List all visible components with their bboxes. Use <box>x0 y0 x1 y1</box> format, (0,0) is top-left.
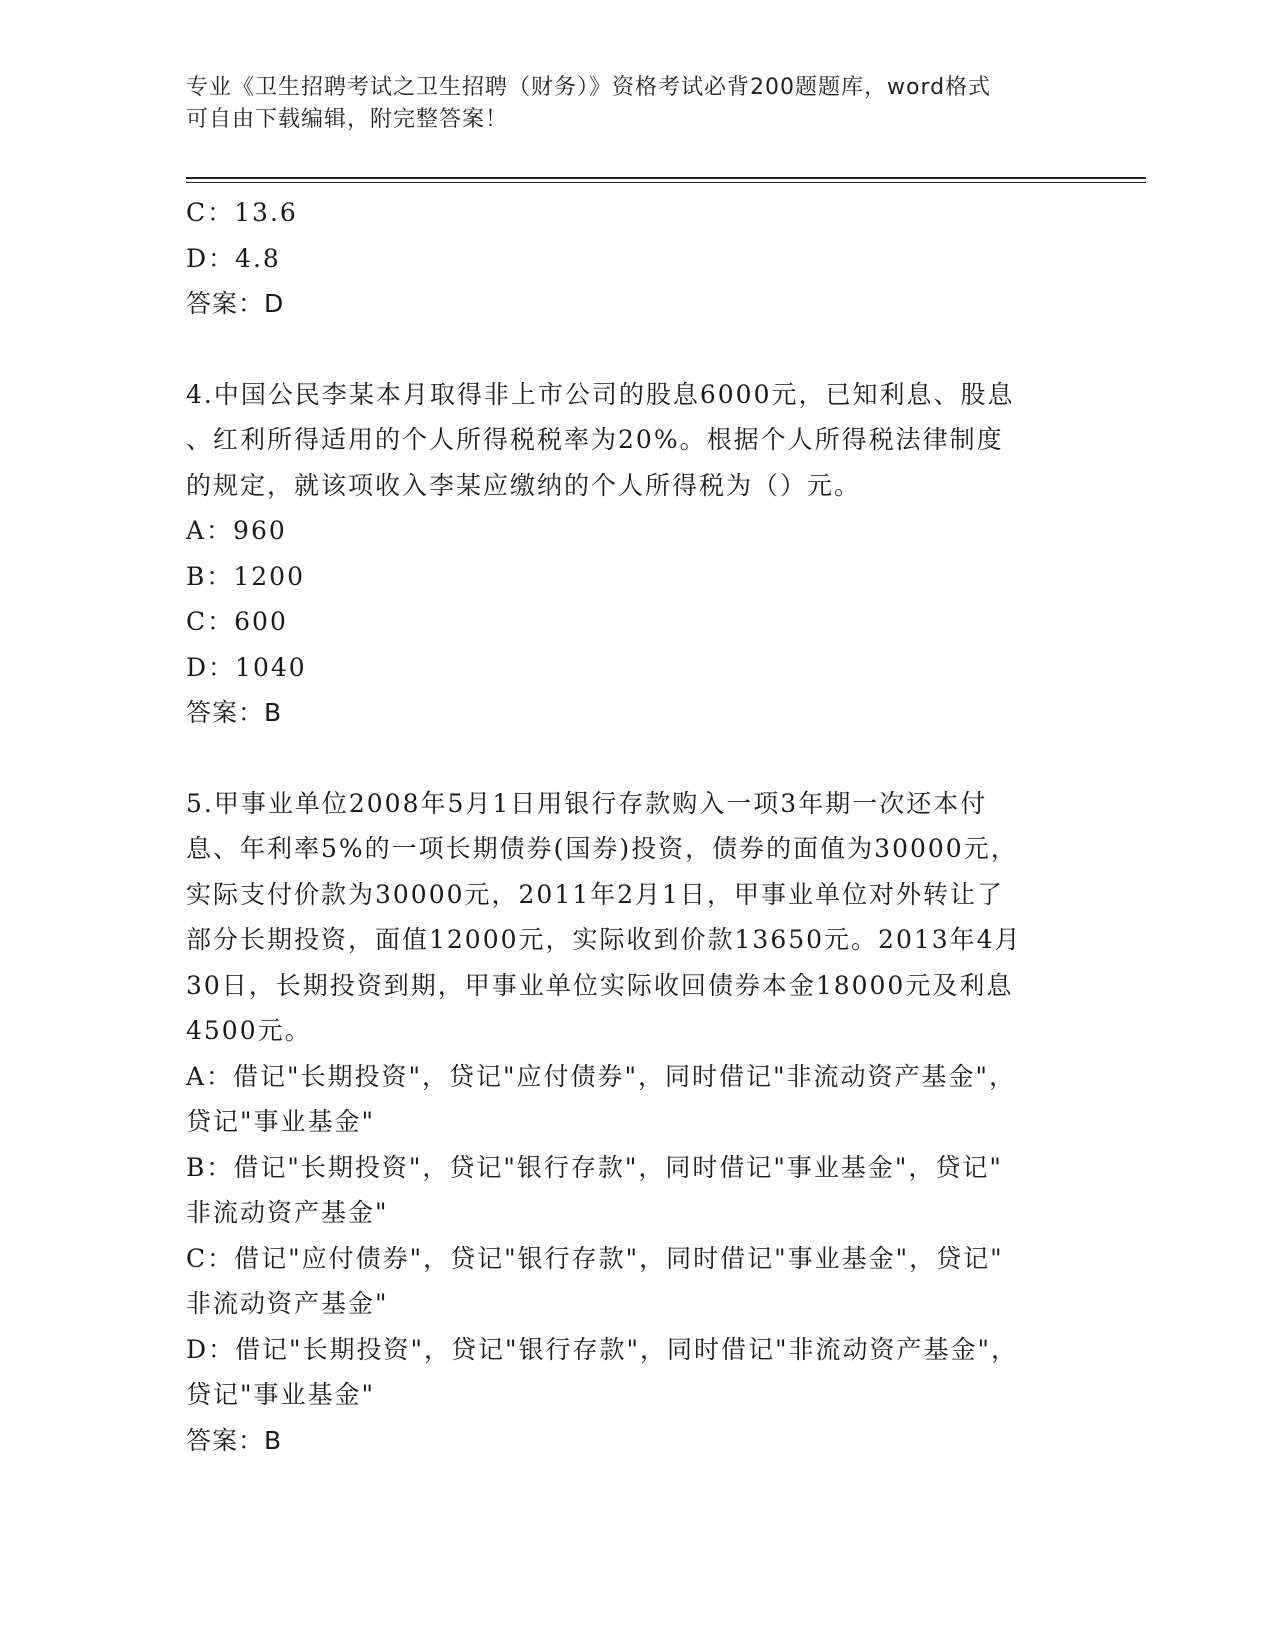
question-stem: 部分长期投资，面值12000元，实际收到价款13650元。2013年4月 <box>186 925 1022 954</box>
answer-line: 答案：D <box>186 289 285 318</box>
option-d: D：4.8 <box>186 243 281 273</box>
document-body <box>186 190 1066 1463</box>
question-3-tail <box>186 190 1066 327</box>
question-stem: 5.甲事业单位2008年5月1日用银行存款购入一项3年期一次还本付 <box>186 788 988 818</box>
spacer <box>186 736 1066 781</box>
question-5 <box>186 781 1066 1464</box>
header-divider-thick <box>186 177 1146 179</box>
option-b: B：1200 <box>186 561 305 591</box>
question-stem: 、红利所得适用的个人所得税税率为20%。根据个人所得税法律制度 <box>186 425 1004 454</box>
option-c: C：借记"应付债券"，贷记"银行存款"，同时借记"事业基金"，贷记" <box>186 1243 1004 1273</box>
option-a: A：借记"长期投资"，贷记"应付债券"，同时借记"非流动资产基金"， <box>186 1061 1017 1091</box>
option-d-continued: 贷记"事业基金" <box>186 1380 375 1409</box>
spacer <box>186 327 1066 372</box>
question-stem: 4500元。 <box>186 1016 312 1045</box>
option-d: D：1040 <box>186 652 307 682</box>
question-stem: 实际支付价款为30000元，2011年2月1日，甲事业单位对外转让了 <box>186 879 1004 909</box>
option-a-continued: 贷记"事业基金" <box>186 1107 375 1136</box>
option-c-continued: 非流动资产基金" <box>186 1289 389 1318</box>
option-c: C：13.6 <box>186 198 298 227</box>
question-stem: 30日，长期投资到期，甲事业单位实际收回债券本金18000元及利息 <box>186 970 1014 1000</box>
option-d: D：借记"长期投资"，贷记"银行存款"，同时借记"非流动资产基金"， <box>186 1334 1019 1364</box>
answer-line: 答案：B <box>186 698 283 727</box>
header-line-1: 专业《卫生招聘考试之卫生招聘（财务）》资格考试必背200题题库，word格式 <box>186 75 992 100</box>
option-b: B：借记"长期投资"，贷记"银行存款"，同时借记"事业基金"，贷记" <box>186 1152 1003 1182</box>
option-c: C：600 <box>186 607 288 636</box>
question-stem: 的规定，就该项收入李某应缴纳的个人所得税为（）元。 <box>186 470 862 500</box>
question-stem: 息、年利率5%的一项长期债券(国券)投资，债券的面值为30000元， <box>186 834 1018 863</box>
option-b-continued: 非流动资产基金" <box>186 1198 389 1227</box>
option-a: A：960 <box>186 516 287 545</box>
header-line-2: 可自由下载编辑，附完整答案！ <box>186 107 509 132</box>
question-stem: 4.中国公民李某本月取得非上市公司的股息6000元，已知利息、股息 <box>186 379 1015 409</box>
question-4 <box>186 372 1066 736</box>
header-divider-thin <box>186 182 1146 183</box>
answer-line: 答案：B <box>186 1425 283 1455</box>
page-header <box>186 72 1066 136</box>
